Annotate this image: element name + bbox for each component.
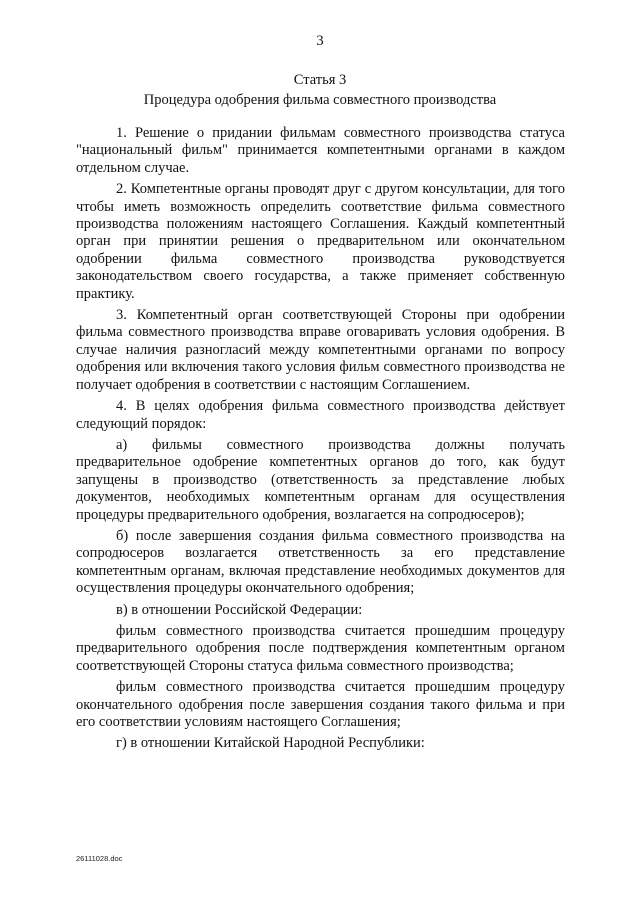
page-number: 3 <box>316 33 324 49</box>
paragraph-4d: г) в отношении Китайской Народной Республики: <box>116 735 425 752</box>
paragraph-3: 3. Компетентный орган соответствующей Стороны при одобрении фильма совместного производства вправе оговаривать условия одобрения. В случае наличия разногласий между компетентными органами по вопросу одобрения или включения такого условия фильм совместного производства не получает одобрения в соответствии с настоящим Соглашением. <box>76 307 565 393</box>
article-body <box>76 125 565 757</box>
footer-file-name: 26111028.doc <box>76 854 123 863</box>
paragraph-4c-1: фильм совместного производства считается прошедшим процедуру предварительного одобрения после подтверждения компетентным органом соответствующей Стороны статуса фильма совместного производства; <box>76 622 565 674</box>
paragraph-1: 1. Решение о придании фильмам совместного производства статуса "национальный фильм" принимается компетентными органами в каждом отдельном случае. <box>76 125 565 176</box>
paragraph-4b: б) после завершения создания фильма совместного производства на сопродюсеров возлагается ответственность за его представление компетентным органам, включая представление необходимых документов для осуществления процедуры окончательного одобрения; <box>76 527 565 597</box>
article-number: Статья 3 <box>293 72 347 88</box>
paragraph-4c-2: фильм совместного производства считается прошедшим процедуру окончательного одобрения после завершения создания такого фильма и при его соответствии условиям настоящего Соглашения; <box>76 679 565 730</box>
article-title: Процедура одобрения фильма совместного производства <box>143 92 497 108</box>
paragraph-4c: в) в отношении Российской Федерации: <box>116 601 363 618</box>
paragraph-4: 4. В целях одобрения фильма совместного производства действует следующий порядок: <box>76 398 565 432</box>
article-header <box>0 70 640 110</box>
paragraph-4a: а) фильмы совместного производства должны получать предварительное одобрение компетентных органов до того, как будут запущены в производство (ответственность за представление любых документов, необходимых компетентным органам для осуществления процедуры предварительного одобрения, возлагается на сопродюсеров); <box>76 436 565 523</box>
paragraph-2: 2. Компетентные органы проводят друг с другом консультации, для того чтобы иметь возможность определить соответствие фильма совместного производства положениям настоящего Соглашения. Каждый компетентный орган при принятии решения о предварительном или окончательном одобрении фильма совместного производства руководствуется законодательством своего государства, а также применяет собственную практику. <box>76 181 565 302</box>
